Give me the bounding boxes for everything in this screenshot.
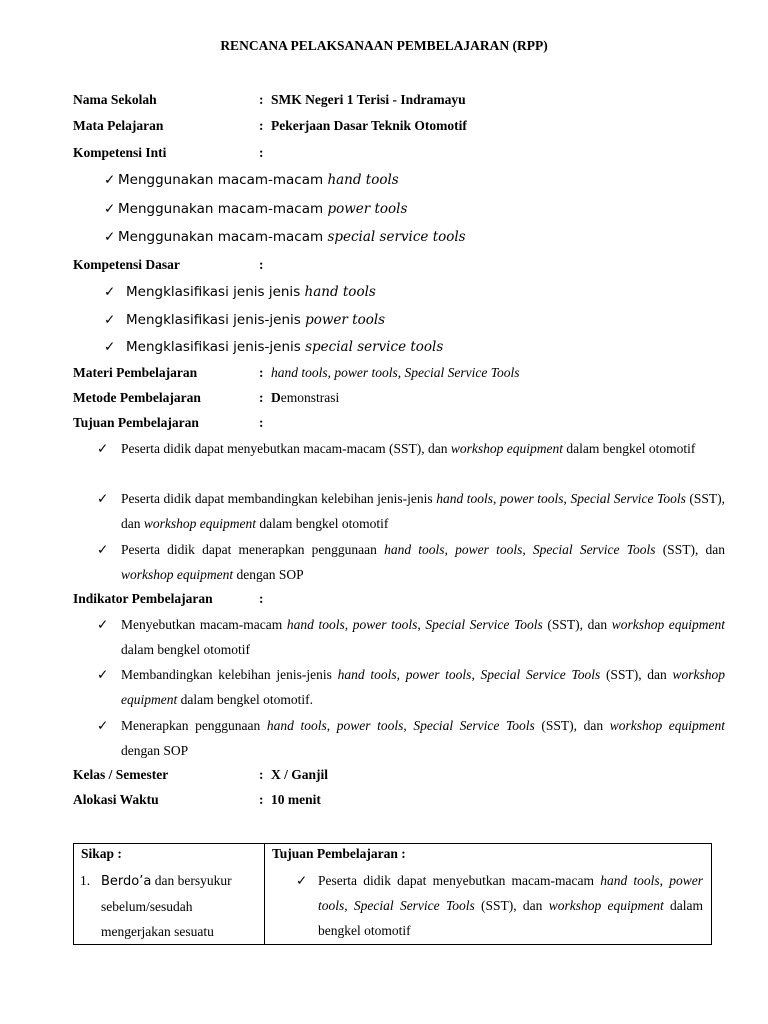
checkmark-icon: ✓ — [104, 284, 116, 300]
separator: , — [327, 365, 335, 380]
term: Special Service Tools — [532, 542, 656, 557]
checkmark-icon: ✓ — [97, 667, 109, 682]
label-kompetensi-dasar: Kompetensi Dasar — [73, 257, 180, 272]
text: , — [326, 718, 337, 733]
checkmark-icon: ✓ — [97, 718, 109, 733]
colon: : — [259, 390, 264, 405]
label-mata-pelajaran: Mata Pelajaran — [73, 118, 164, 133]
item-text: Menggunakan macam-macam — [118, 229, 328, 245]
colon: : — [259, 257, 264, 272]
term: Special Service Tools — [413, 718, 535, 733]
colon: : — [259, 145, 264, 160]
term: hand tools — [286, 617, 345, 632]
item-number: 1. — [80, 873, 91, 888]
kompetensi-inti-item — [104, 198, 407, 220]
item-text: Mengklasifikasi jenis jenis — [126, 284, 305, 300]
text: (SST), dan — [121, 491, 726, 531]
checkmark-icon: ✓ — [104, 339, 116, 355]
kompetensi-dasar-item — [104, 336, 443, 358]
term: hand tools — [271, 365, 328, 380]
text: , — [344, 898, 354, 913]
text: , — [417, 617, 426, 632]
term: power tools — [499, 491, 564, 506]
term: Special Service Tools — [404, 365, 520, 380]
tujuan-heading: Tujuan Pembelajaran : — [272, 846, 406, 861]
sikap-tujuan-table — [73, 843, 712, 945]
indikator-item — [97, 713, 726, 763]
tujuan-item — [97, 436, 725, 461]
value-rest: emonstrasi — [280, 390, 340, 405]
checkmark-icon: ✓ — [104, 312, 116, 328]
sikap-item — [80, 868, 260, 944]
value-mata-pelajaran: Pekerjaan Dasar Teknik Otomotif — [271, 118, 467, 133]
term: workshop equipment — [609, 718, 726, 733]
label-indikator: Indikator Pembelajaran — [73, 591, 213, 606]
item-term: power tools — [327, 201, 408, 217]
label-kelas: Kelas / Semester — [73, 767, 169, 782]
term: workshop equipment — [450, 441, 564, 456]
text: , — [493, 491, 500, 506]
text: (SST), dan — [655, 542, 725, 557]
value-first-letter: D — [271, 390, 281, 405]
label-nama-sekolah: Nama Sekolah — [73, 92, 157, 107]
value-metode — [271, 388, 339, 408]
text: (SST), dan — [474, 898, 549, 913]
term: Special Service Tools — [353, 898, 475, 913]
term: power tools — [455, 542, 523, 557]
checkmark-icon: ✓ — [97, 491, 109, 506]
item-term: special service tools — [327, 229, 466, 245]
colon: : — [259, 92, 264, 107]
text: , — [471, 667, 481, 682]
term: hand tools — [266, 718, 327, 733]
kompetensi-inti-item — [104, 169, 399, 191]
text: , — [396, 667, 406, 682]
colon: : — [259, 767, 264, 782]
label-tujuan: Tujuan Pembelajaran — [73, 415, 199, 430]
text: Membandingkan kelebihan jenis-jenis — [121, 667, 338, 682]
term: hand tools — [337, 667, 397, 682]
text: Peserta didik dapat membandingkan kelebihan jenis-jenis — [121, 491, 437, 506]
term: hand tools — [436, 491, 494, 506]
item-term: hand tools — [304, 284, 376, 300]
text: , — [563, 491, 571, 506]
tujuan-item — [97, 486, 726, 536]
checkmark-icon: ✓ — [296, 873, 308, 888]
colon: : — [259, 792, 264, 807]
term: hand tools — [384, 542, 445, 557]
text: , — [659, 873, 670, 888]
tujuan-cell — [265, 844, 712, 945]
term: Special Service Tools — [480, 667, 601, 682]
value-kelas: X / Ganjil — [271, 767, 329, 782]
term: Special Service Tools — [570, 491, 686, 506]
label-alokasi: Alokasi Waktu — [73, 792, 159, 807]
text: dalam bengkel otomotif — [121, 642, 250, 657]
value-materi — [271, 363, 520, 383]
term: power tools — [405, 667, 472, 682]
sikap-cell — [74, 844, 265, 945]
item-term: hand tools — [327, 172, 399, 188]
text: Menyebutkan macam-macam — [121, 617, 287, 632]
text: dalam bengkel otomotif — [318, 898, 703, 938]
text: (SST), dan — [542, 617, 612, 632]
item-text: Mengklasifikasi jenis-jenis — [126, 339, 306, 355]
label-metode: Metode Pembelajaran — [73, 390, 201, 405]
kompetensi-inti-item — [104, 226, 466, 248]
separator: , — [397, 365, 405, 380]
text: , — [344, 617, 353, 632]
item-term: power tools — [305, 312, 386, 328]
text: , — [403, 718, 414, 733]
term: hand tools — [600, 873, 660, 888]
value-alokasi: 10 menit — [271, 792, 321, 807]
text: (SST), dan — [600, 667, 673, 682]
checkmark-icon: ✓ — [104, 201, 116, 217]
checkmark-icon: ✓ — [104, 172, 116, 188]
checkmark-icon: ✓ — [97, 617, 109, 632]
item-text: Menggunakan macam-macam — [118, 201, 328, 217]
text: (SST), dan — [534, 718, 610, 733]
text: Peserta didik dapat menyebutkan macam-macam (SST), dan — [121, 441, 451, 456]
colon: : — [259, 591, 264, 606]
indikator-item — [97, 662, 726, 712]
colon: : — [259, 118, 264, 133]
item-text: Mengklasifikasi jenis-jenis — [126, 312, 306, 328]
term: power tools — [336, 718, 404, 733]
text: , — [522, 542, 533, 557]
text: , — [444, 542, 456, 557]
term: workshop equipment — [143, 516, 256, 531]
checkmark-icon: ✓ — [104, 229, 116, 245]
text: Menerapkan penggunaan — [121, 718, 267, 733]
text: dan bersyukur sebelum/sesudah mengerjakan sesuatu — [101, 873, 232, 939]
text: Berdo’a — [101, 874, 152, 889]
colon: : — [259, 415, 264, 430]
text: dalam bengkel otomotif — [563, 441, 696, 456]
checkmark-icon: ✓ — [97, 441, 109, 456]
document-title: RENCANA PELAKSANAAN PEMBELAJARAN (RPP) — [220, 38, 548, 53]
term: workshop equipment — [548, 898, 664, 913]
sikap-heading: Sikap : — [81, 846, 122, 861]
label-materi: Materi Pembelajaran — [73, 365, 198, 380]
value-nama-sekolah: SMK Negeri 1 Terisi - Indramayu — [271, 92, 466, 107]
colon: : — [259, 365, 264, 380]
item-term: special service tools — [305, 339, 444, 355]
term: workshop equipment — [121, 567, 234, 582]
text: dengan SOP — [233, 567, 304, 582]
text: dalam bengkel otomotif — [256, 516, 389, 531]
item-text: Menggunakan macam-macam — [118, 172, 328, 188]
text: Peserta didik dapat menyebutkan macam-macam — [318, 873, 601, 888]
term: power tools — [334, 365, 398, 380]
term: workshop equipment — [121, 667, 726, 707]
term: Special Service Tools — [425, 617, 543, 632]
text: Peserta didik dapat menerapkan penggunaan — [121, 542, 385, 557]
tujuan-cell-item — [296, 868, 703, 943]
label-kompetensi-inti: Kompetensi Inti — [73, 145, 167, 160]
checkmark-icon: ✓ — [97, 542, 109, 557]
kompetensi-dasar-item — [104, 309, 385, 331]
tujuan-item — [97, 537, 725, 587]
term: power tools — [318, 873, 703, 913]
kompetensi-dasar-item — [104, 281, 376, 303]
text: dalam bengkel otomotif. — [177, 692, 313, 707]
indikator-item — [97, 612, 726, 662]
text: dengan SOP — [121, 743, 189, 758]
term: workshop equipment — [611, 617, 726, 632]
term: power tools — [352, 617, 418, 632]
